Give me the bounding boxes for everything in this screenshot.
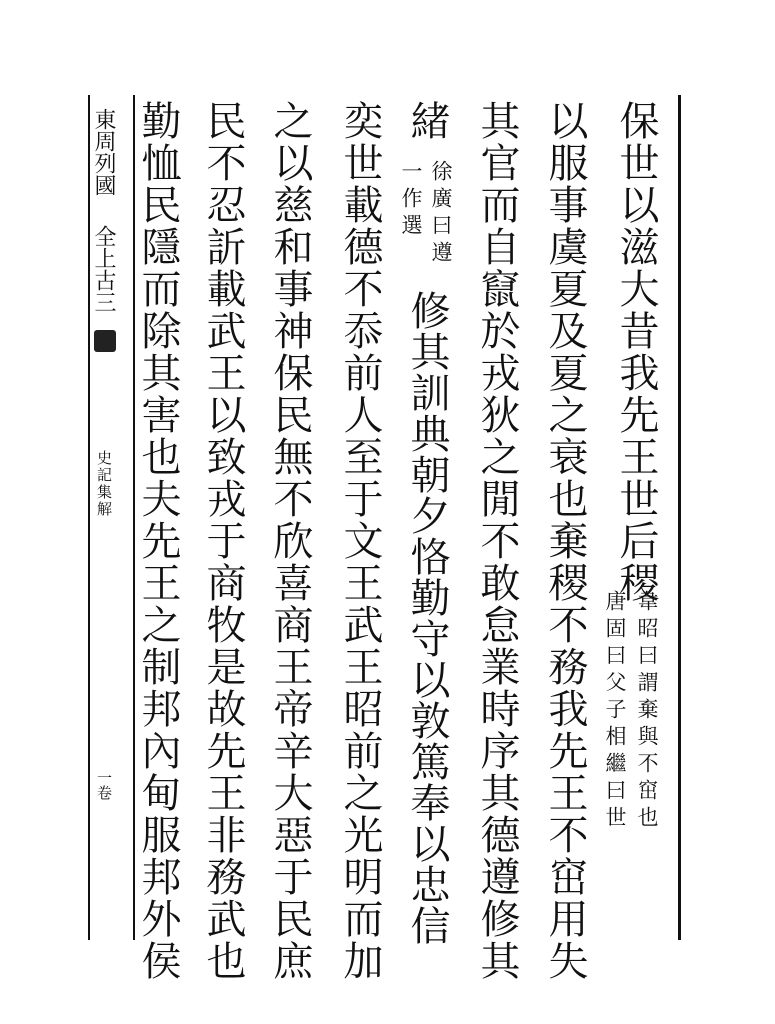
text-column-5: 奕世載德不忝前人至于文王武王昭前之光明而加 (337, 100, 383, 982)
annotation-1b: 唐固曰父子相繼曰世 (603, 590, 627, 833)
fishtail-mark (94, 330, 116, 352)
annotation-1a: 韋昭曰謂棄與不窋也 (635, 590, 659, 833)
outer-frame-right (678, 95, 681, 940)
outer-frame-left (88, 95, 90, 940)
text-column-8: 勤恤民隱而除其害也夫先王之制邦內甸服邦外侯 (135, 100, 181, 982)
text-column-4: 修其訓典朝夕恪勤守以敦篤奉以忠信 (404, 290, 450, 946)
text-column-4-prefix: 緒 (404, 100, 450, 142)
text-column-6: 之以慈和事神保民無不欣喜商王帝辛大惡于民庶 (267, 100, 313, 982)
text-column-1: 保世以滋大昔我先王世后稷 (613, 100, 659, 604)
text-column-7: 民不忍訢載武王以致戎于商牧是故先王非務武也 (200, 100, 246, 982)
annotation-4b: 一作選 (399, 160, 423, 241)
page-folio: 一卷 (95, 770, 113, 800)
text-column-3: 其官而自竄於戎狄之閒不敢怠業時序其德遵修其 (474, 100, 520, 982)
margin-book-title: 東周列國 (91, 108, 116, 196)
annotation-4a: 徐廣曰遵 (429, 160, 453, 268)
text-column-2: 以服事虞夏及夏之衰也棄稷不務我先王不窋用失 (542, 100, 588, 982)
margin-volume: 全上古三 (91, 225, 116, 313)
margin-series: 史記集解 (95, 450, 113, 518)
